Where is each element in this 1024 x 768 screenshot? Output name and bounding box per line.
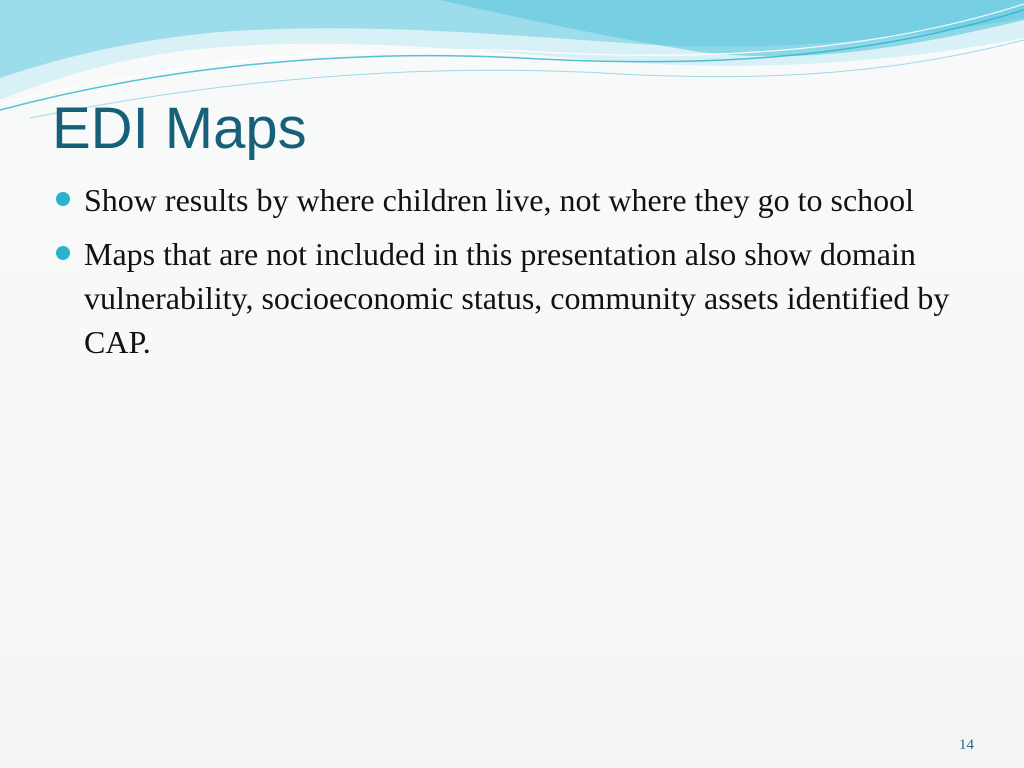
bullet-dot-icon	[56, 246, 70, 260]
slide-title: EDI Maps	[52, 96, 307, 161]
bullet-text: Show results by where children live, not where they go to school	[84, 182, 915, 218]
page-number: 14	[959, 737, 974, 753]
bullet-dot-icon	[56, 192, 70, 206]
bullet-list	[52, 178, 952, 374]
bullet-item	[52, 178, 952, 222]
bullet-item	[52, 232, 952, 364]
bullet-text: Maps that are not included in this presentation also show domain vulnerability, socioeconomic status, community assets identified by CAP.	[84, 236, 950, 360]
